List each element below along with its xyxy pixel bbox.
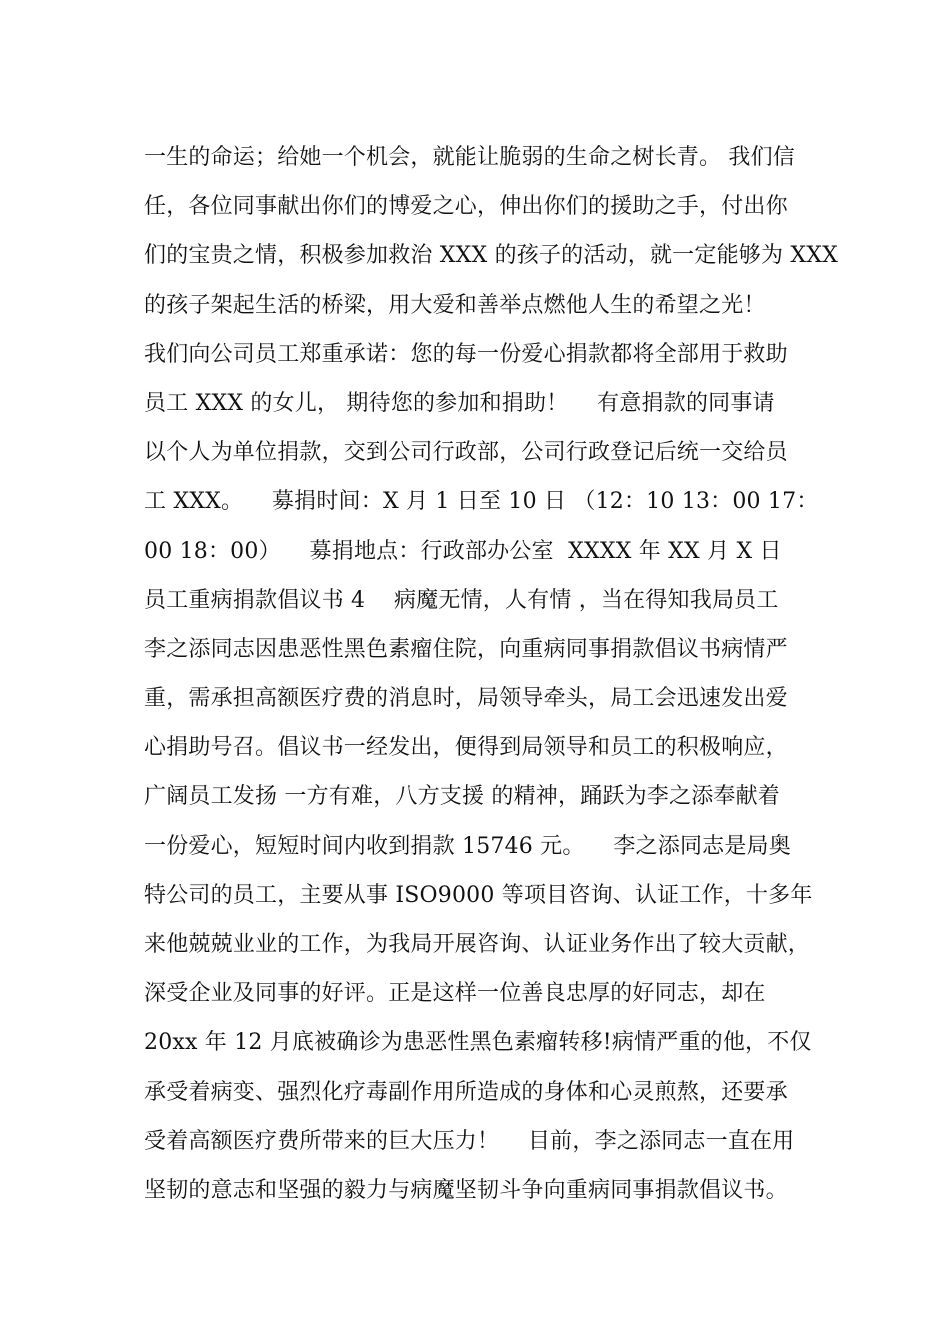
text-line: 们的宝贵之情，积极参加救治 XXX 的孩子的活动，就一定能够为 XXX (144, 243, 838, 269)
text-line: 20xx 年 12 月底被确诊为患恶性黑色素瘤转移!病情严重的他，不仅 (144, 1030, 812, 1056)
text-line: 心捐助号召。倡议书一经发出，便得到局领导和员工的积极响应， (144, 735, 788, 761)
text-line: 工 XXX。 募捐时间：X 月 1 日至 10 日 （12：10 13：00 17： (144, 489, 819, 515)
text-line: 来他兢兢业业的工作，为我局开展咨询、认证业务作出了较大贡献， (144, 932, 811, 957)
text-line: 特公司的员工，主要从事 ISO9000 等项目咨询、认证工作，十多年 (144, 882, 813, 908)
text-line: 坚韧的意志和坚强的毅力与病魔坚韧斗争向重病同事捐款倡议书。 (144, 1177, 788, 1203)
text-line: 深受企业及同事的好评。正是这样一位善良忠厚的好同志，却在 (144, 981, 766, 1007)
body-text (144, 133, 838, 1215)
text-line: 李之添同志因患恶性黑色素瘤住院，向重病同事捐款倡议书病情严 (144, 636, 788, 662)
text-line: 以个人为单位捐款，交到公司行政部，公司行政登记后统一交给员 (144, 440, 788, 466)
text-line: 一份爱心，短短时间内收到捐款 15746 元。 李之添同志是局奥 (144, 833, 791, 859)
text-line: 承受着病变、强烈化疗毒副作用所造成的身体和心灵煎熬，还要承 (144, 1079, 788, 1105)
text-line: 一生的命运；给她一个机会，就能让脆弱的生命之树长青。 我们信 (144, 145, 795, 170)
text-line: 00 18：00） 募捐地点：行政部办公室 XXXX 年 XX 月 X 日 (144, 538, 782, 564)
text-line: 员工 XXX 的女儿， 期待您的参加和捐助！ 有意捐款的同事请 (144, 390, 775, 416)
text-line: 广阔员工发扬 一方有难，八方支援 的精神，踊跃为李之添奉献着 (144, 784, 780, 810)
text-line: 受着高额医疗费所带来的巨大压力！ 目前，李之添同志一直在用 (144, 1128, 795, 1154)
text-line: 员工重病捐款倡议书 4 病魔无情，人有情 ，当在得知我局员工 (144, 587, 779, 613)
text-line: 我们向公司员工郑重承诺：您的每一份爱心捐款都将全部用于救助 (144, 341, 788, 367)
text-line: 任，各位同事献出你们的博爱之心，伸出你们的援助之手，付出你 (144, 194, 788, 220)
text-line: 的孩子架起生活的桥梁，用大爱和善举点燃他人生的希望之光！ (144, 292, 766, 318)
text-line: 重，需承担高额医疗费的消息时，局领导牵头，局工会迅速发出爱 (144, 686, 788, 712)
